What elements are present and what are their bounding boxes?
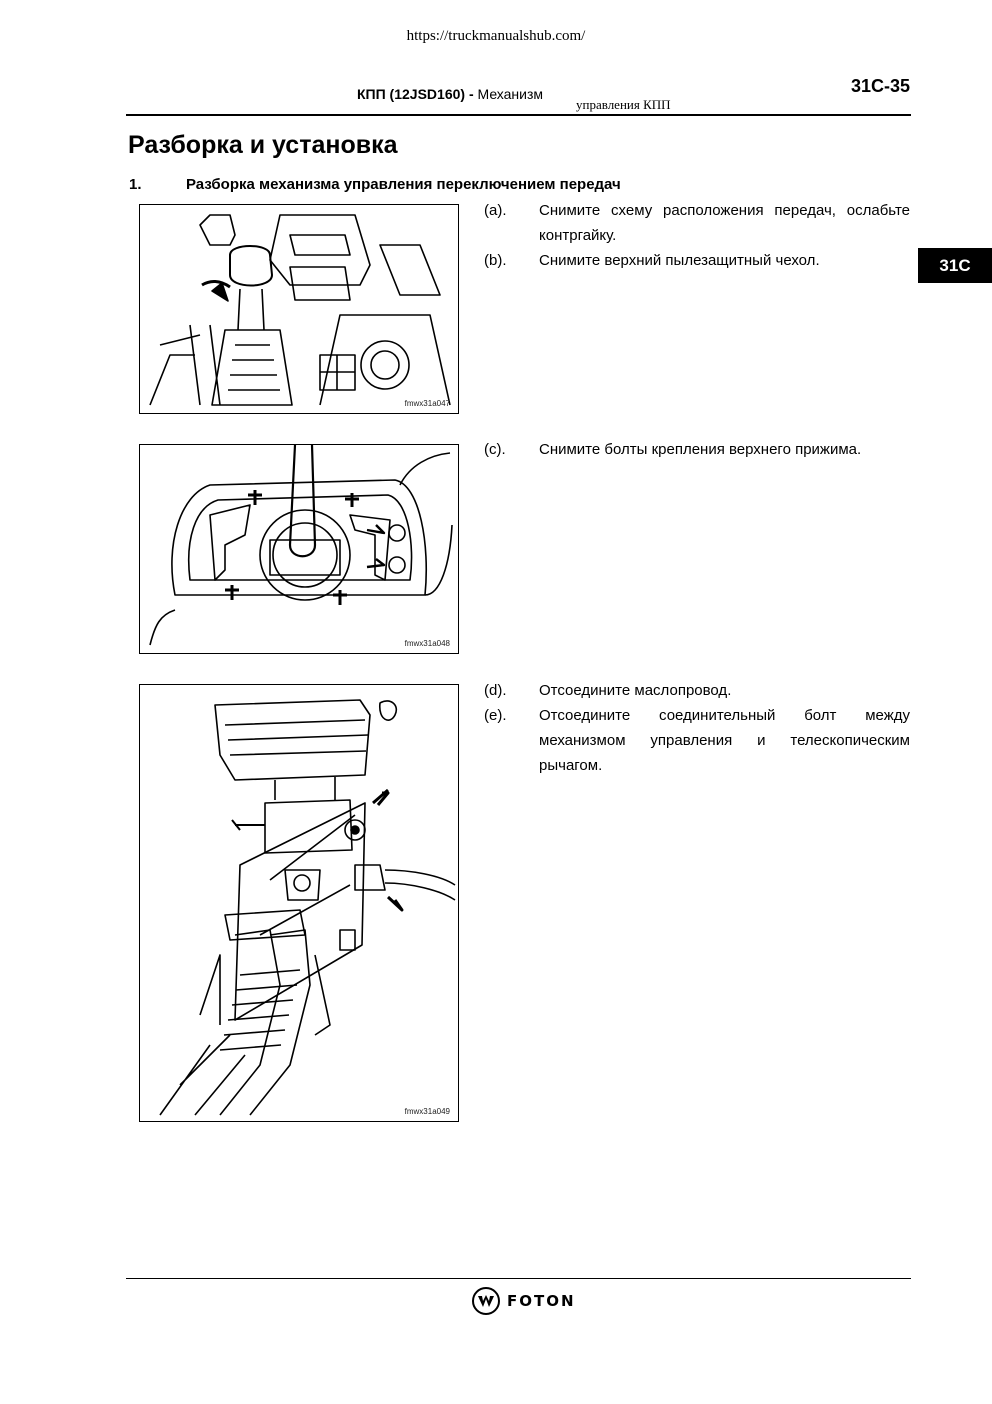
step-text: Снимите болты крепления верхнего прижима. bbox=[539, 441, 862, 458]
step-text: Снимите схему расположения передач, ослабьте контргайку. bbox=[539, 202, 910, 244]
step-d bbox=[484, 678, 910, 703]
header-title-sub: управления КПП bbox=[576, 97, 671, 112]
step-label: (d). bbox=[484, 682, 507, 699]
step-text: Снимите верхний пылезащитный чехол. bbox=[539, 252, 820, 269]
footer-rule bbox=[126, 1278, 911, 1279]
step-label: (c). bbox=[484, 441, 506, 458]
figure-gear-lever-boot bbox=[139, 204, 459, 414]
step-label: (e). bbox=[484, 707, 507, 724]
section-number: 1. bbox=[129, 176, 142, 193]
brand-wordmark: FOTON bbox=[507, 1292, 576, 1310]
step-text: Отсоедините маслопровод. bbox=[539, 682, 732, 699]
page-number: 31C-35 bbox=[850, 76, 910, 96]
header-rule bbox=[126, 114, 911, 116]
figure-clamp-bolts bbox=[139, 444, 459, 654]
foton-emblem-icon bbox=[471, 1286, 501, 1316]
step-label: (a). bbox=[484, 202, 507, 219]
clamp-bolts-illustration bbox=[140, 445, 457, 652]
step-e bbox=[484, 703, 910, 778]
running-header bbox=[357, 86, 543, 102]
figure-caption: fmwx31a049 bbox=[404, 1107, 450, 1116]
source-url: https://truckmanualshub.com/ bbox=[406, 28, 586, 44]
page-title: Разборка и установка bbox=[128, 131, 398, 159]
header-title-main: Механизм bbox=[477, 86, 544, 102]
figure-caption: fmwx31a047 bbox=[404, 399, 450, 408]
step-text: Отсоедините соединительный болт между механизмом управления и телескопическим рычагом. bbox=[539, 707, 910, 774]
gear-lever-illustration bbox=[140, 205, 457, 412]
figure-control-linkage bbox=[139, 684, 459, 1122]
step-a bbox=[484, 198, 910, 248]
figure-caption: fmwx31a048 bbox=[404, 639, 450, 648]
section-title: Разборка механизма управления переключением передач bbox=[186, 176, 621, 193]
step-c bbox=[484, 437, 910, 462]
section-tab: 31C bbox=[918, 248, 992, 283]
step-b bbox=[484, 248, 910, 273]
control-linkage-illustration bbox=[140, 685, 457, 1120]
header-title-bold: КПП (12JSD160) - bbox=[357, 86, 474, 102]
footer-logo bbox=[471, 1286, 576, 1316]
step-label: (b). bbox=[484, 252, 507, 269]
